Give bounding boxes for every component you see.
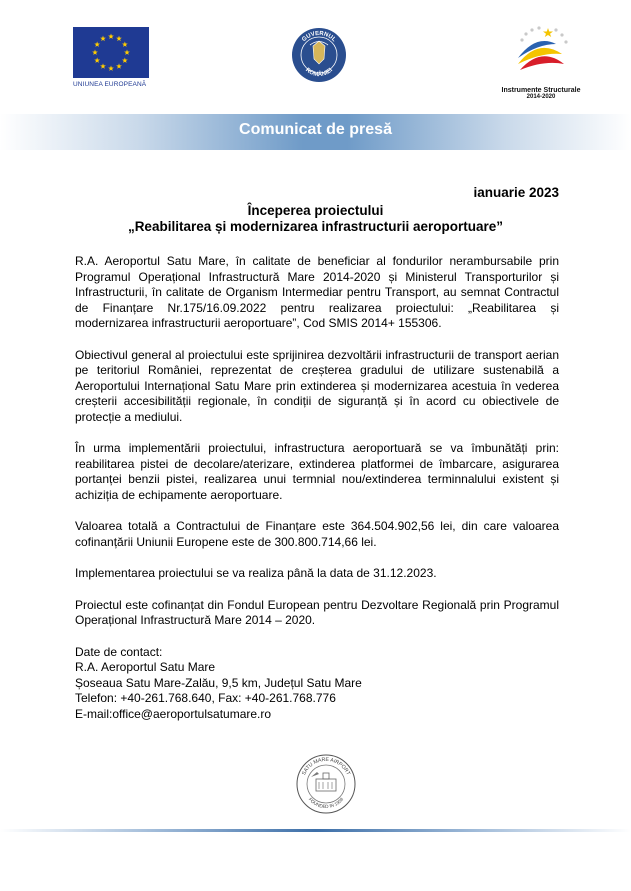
document-title-line2: „Reabilitarea și modernizarea infrastructurii aeroportuare”: [127, 219, 504, 234]
satu-mare-airport-logo: [295, 753, 357, 815]
government-seal-icon: [290, 26, 348, 84]
eu-flag-icon: [73, 27, 149, 78]
structural-instruments-years: 2014-2020: [526, 94, 556, 100]
paragraph: Obiectivul general al proiectului este sprijinirea dezvoltării infrastructurii de transport aerian pe teritoriul României, reprezentat de creșterea gradului de utilizare sustenabilă a Aeroportului Internațional Satu Mare prin extinderea și modernizarea acestuia în vederea creșterii accesibilității regionale, în condiții de siguranță și în acord cu obiectivele de protecție a mediului.: [75, 347, 559, 424]
footer-divider: [0, 829, 631, 832]
paragraph: Implementarea proiectului se va realiza până la data de 31.12.2023.: [75, 566, 437, 580]
eu-logo: [73, 27, 151, 88]
structural-instruments-logo: [496, 24, 586, 100]
romanian-government-logo: [290, 26, 348, 84]
airport-seal-icon: [295, 753, 357, 815]
paragraph: În urma implementării proiectului, infrastructura aeroportuară se va îmbunătăți prin: reabilitarea pistei de decolare/aterizare, extinderea platformei de îmbarcare, asigurarea portanței benzii pistei, realizarea unui termnial nou/extinderea terminnalului existent și achiziția de echipamente aeroportuare.: [75, 441, 559, 502]
eu-caption: UNIUNEA EUROPEANĂ: [73, 81, 147, 88]
contact-heading: Date de contact:: [75, 644, 163, 659]
paragraph: Proiectul este cofinanțat din Fondul European pentru Dezvoltare Regională prin Programul Operațional Infrastructură Mare 2014 – 2020.: [75, 597, 559, 627]
paragraph: Valoarea totală a Contractului de Finanțare este 364.504.902,56 lei, din care valoarea cofinanțării Uniunii Europene este de 300.800.714,66 lei.: [75, 519, 559, 549]
contact-address: Șoseaua Satu Mare-Zalău, 9,5 km, Județul Satu Mare: [75, 675, 362, 690]
contact-phone: Telefon: +40-261.768.640, Fax: +40-261.768.776: [75, 691, 336, 705]
document-body: [75, 254, 559, 722]
contact-block: [75, 645, 559, 723]
structural-instruments-icon: [506, 24, 576, 80]
document-title-line1: Începerea proiectului: [247, 203, 384, 218]
svg-text:FOUNDED IN 1938: FOUNDED IN 1938: [307, 796, 345, 810]
contact-email: E-mail:office@aeroportulsatumare.ro: [75, 706, 272, 721]
svg-text:SATU MARE AIRPORT: SATU MARE AIRPORT: [301, 756, 351, 777]
contact-organization: R.A. Aeroportul Satu Mare: [75, 660, 216, 674]
structural-instruments-caption: Instrumente Structurale: [501, 87, 581, 94]
press-release-title: Comunicat de presă: [239, 121, 392, 138]
paragraph: R.A. Aeroportul Satu Mare, în calitate de beneficiar al fondurilor nerambursabile prin Programul Operațional Infrastructură Mare 2014-2020 și Ministerul Transporturilor și Infrastructurii, în calitate de Organism Intermediar pentru Transport, au semnat Contractul de Finanțare Nr.175/16.09.2022 pentru realizarea proiectului: „Reabilitarea și modernizarea infrastructurii aeroportuare”, Cod SMIS 2014+ 155306.: [75, 254, 559, 330]
document-date: ianuarie 2023: [473, 185, 559, 200]
svg-text:GUVERNUL: GUVERNUL: [301, 30, 337, 44]
svg-text:ROMÂNIEI: ROMÂNIEI: [304, 67, 334, 79]
